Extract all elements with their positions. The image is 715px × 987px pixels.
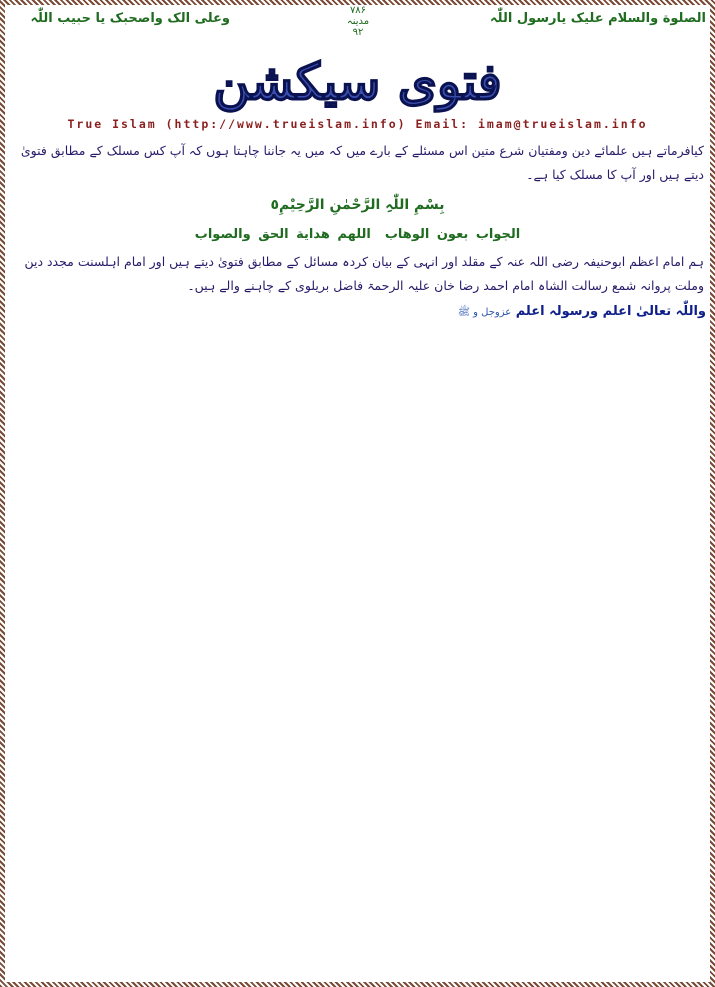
header-row [5,5,710,45]
closing-text: واللّٰہ تعالیٰ اعلم ورسولہ اعلم [515,304,706,319]
medina-number: ۷۸۶ [349,5,367,16]
medina-badge [337,5,379,38]
answer-heading-part1: الجواب بعون الوھاب [384,227,521,242]
answer-heading [5,227,710,242]
medina-year: ۹۲ [352,27,364,38]
closing-honorific: عزوجل و ﷺ [457,307,512,318]
salutation-left: وعلی الک واصحبک یا حبیب اللّٰہ [30,11,230,26]
page-title: فتوی سیکشن [213,52,502,111]
salutation-right: الصلوة والسلام علیک یارسول اللّٰہ [490,11,706,26]
question-text: کیافرماتے ہیں علمائے دین ومفتیان شرع متین اس مسئلے کے بارے میں کہ میں یہ جاننا چاہتا ہوں کہ آپ کس مسلک کے مطابق فتویٰ دیتے ہیں اور آپ کا مسلک کیا ہے۔ [20,143,704,182]
medina-word: مدینہ [346,16,370,27]
page-content [5,5,710,982]
closing-line [9,304,706,320]
answer-heading-part2: اللھم ھدایة الحق والصواب [194,227,371,242]
bismillah: بِسْمِ اللّٰہِ الرَّحْمٰنِ الرَّحِیْمِ٥ [270,197,445,213]
site-contact-line: True Islam (http://www.trueislam.info) Email: imam@trueislam.info [67,117,648,131]
answer-text: ہم امام اعظم ابوحنیفہ رضی اللہ عنہ کے مقلد اور انہی کے بیان کردہ مسائل کے مطابق فتویٰ دیتے ہیں اور امام اہلسنت مجدد دین وملت پروانہ شمع رسالت الشاہ امام احمد رضا خان علیہ الرحمۃ فاضل بریلوی کے چاہنے والے ہیں۔ [24,254,704,293]
